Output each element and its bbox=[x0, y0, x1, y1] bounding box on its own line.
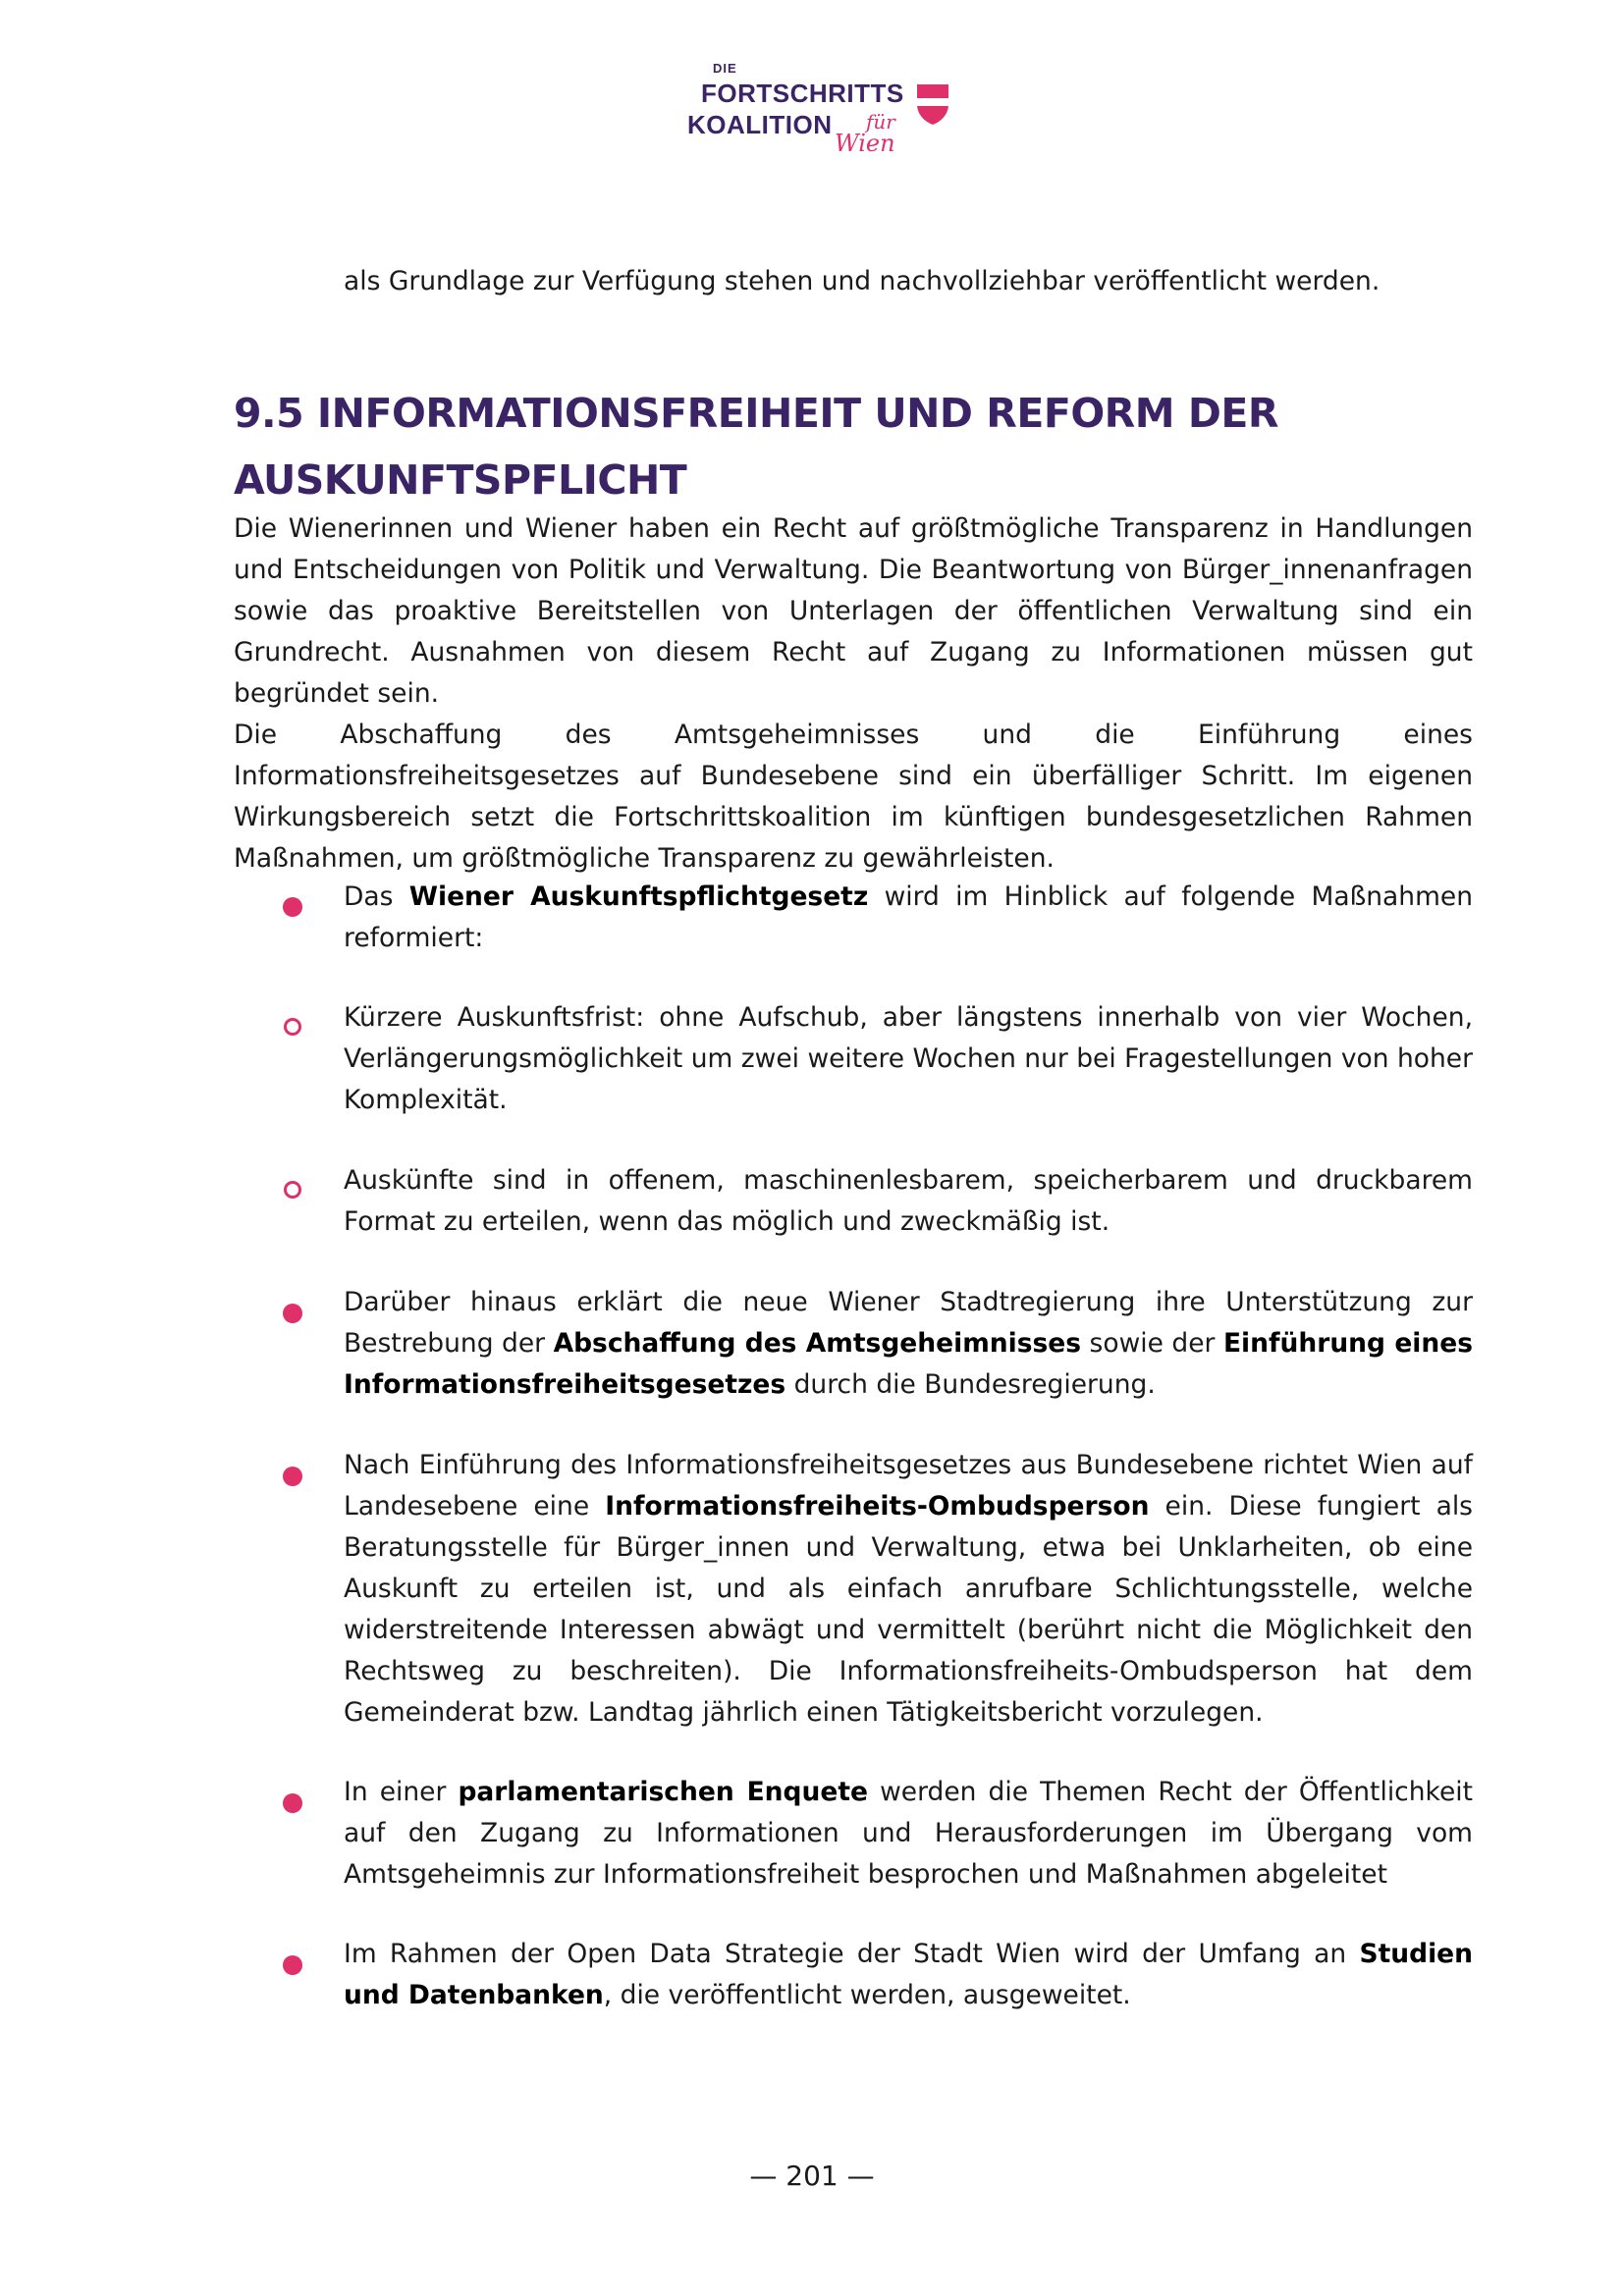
item-text: werden die Themen Recht der Öffentlichkeit auf den Zugang zu Informationen und Herausforderungen im Übergang vom Amtsgeheimnis zur Informationsfreiheit besprochen und Maßnahmen abgeleitet bbox=[344, 1777, 1474, 1890]
item-bold: Einführung eines Informationsfreiheitsgesetzes bbox=[344, 1328, 1473, 1400]
item-text: durch die Bundesregierung. bbox=[785, 1369, 1156, 1400]
logo bbox=[687, 61, 952, 169]
list-item bbox=[344, 1934, 1473, 2016]
item-text: , die veröffentlicht werden, ausgeweitet. bbox=[603, 1980, 1131, 2010]
page-number: — 201 — bbox=[749, 2160, 875, 2192]
logo-line-2: KOALITION bbox=[687, 110, 833, 139]
item-text: Auskünfte sind in offenem, maschinenlesbarem, speicherbarem und druckbarem Format zu erteilen, wenn das möglich und zweckmäßig ist. bbox=[344, 1165, 1473, 1237]
item-text: Kürzere Auskunftsfrist: ohne Aufschub, aber längstens innerhalb von vier Wochen, Verlängerungsmöglichkeit um zwei weitere Wochen nur bei Fragestellungen von hoher Komplexität. bbox=[344, 1002, 1473, 1115]
list-sub-item bbox=[344, 1160, 1473, 1243]
item-bold: Wiener Auskunftspflichtgesetz bbox=[408, 881, 869, 912]
dot-icon bbox=[283, 1304, 302, 1323]
vienna-crest-icon bbox=[915, 82, 950, 126]
item-text: Im Rahmen der Open Data Strategie der Stadt Wien wird der Umfang an bbox=[344, 1939, 1360, 1969]
item-bold: Studien und Datenbanken bbox=[344, 1939, 1473, 2010]
list-item bbox=[344, 1282, 1473, 1406]
dot-icon bbox=[283, 1955, 302, 1975]
list-item bbox=[344, 1445, 1473, 1734]
item-bold: Abschaffung des Amtsgeheimnisses bbox=[553, 1328, 1082, 1359]
item-text: Nach Einführung des Informationsfreiheitsgesetzes aus Bundesebene richtet Wien auf Landesebene eine bbox=[344, 1450, 1473, 1522]
circle-icon bbox=[284, 1181, 301, 1199]
list-item bbox=[344, 1772, 1473, 1896]
intro-paragraphs bbox=[234, 508, 1473, 880]
item-bold: parlamentarischen Enquete bbox=[458, 1777, 868, 1807]
intro-line: als Grundlage zur Verfügung stehen und nachvollziehbar veröffentlicht werden. bbox=[344, 266, 1380, 296]
logo-script-wien: Wien bbox=[835, 130, 895, 157]
dot-icon bbox=[283, 1793, 302, 1813]
logo-die: DIE bbox=[713, 61, 737, 76]
item-text: In einer bbox=[344, 1777, 459, 1807]
dot-icon bbox=[283, 897, 302, 917]
item-text: sowie der bbox=[1081, 1328, 1223, 1359]
paragraph-2: Die Abschaffung des Amtsgeheimnisses und die Einführung eines Informationsfreiheitsgesetzes auf Bundesebene sind ein überfälliger Schritt. Im eigenen Wirkungsbereich setzt die Fortschrittskoalition im künftigen bundesgesetzlichen Rahmen Maßnahmen, um größtmögliche Transparenz zu gewährleisten. bbox=[234, 720, 1473, 874]
list-sub-item bbox=[344, 997, 1473, 1121]
circle-icon bbox=[284, 1018, 301, 1036]
section-title: 9.5 INFORMATIONSFREIHEIT UND REFORM DER AUSKUNFTSPFLICHT bbox=[234, 390, 1278, 504]
item-bold: Informationsfreiheits-Ombudsperson bbox=[605, 1491, 1150, 1522]
list-item bbox=[344, 877, 1473, 959]
item-text: wird im Hinblick auf folgende Maßnahmen reformiert: bbox=[344, 881, 1474, 953]
paragraph-1: Die Wienerinnen und Wiener haben ein Recht auf größtmögliche Transparenz in Handlungen und Entscheidungen von Politik und Verwaltung. Die Beantwortung von Bürger_innenanfragen sowie das proaktive Bereitstellen von Unterlagen der öffentlichen Verwaltung sind ein Grundrecht. Ausnahmen von diesem Recht auf Zugang zu Informationen müssen gut begründet sein. bbox=[234, 513, 1473, 709]
logo-line-1: FORTSCHRITTS bbox=[701, 79, 904, 108]
logo-script-fuer: für bbox=[866, 110, 895, 133]
item-text: ein. Diese fungiert als Beratungsstelle für Bürger_innen und Verwaltung, etwa bei Unklarheiten, ob eine Auskunft zu erteilen ist, und als einfach anrufbare Schlichtungsstelle, welche widerstreitende Interessen abwägt und vermittelt (berührt nicht die Möglichkeit den Rechtsweg zu beschreiten). Die Informationsfreiheits-Ombudsperson hat dem Gemeinderat bzw. Landtag jährlich einen Tätigkeitsbericht vorzulegen. bbox=[344, 1491, 1473, 1728]
item-text: Das bbox=[344, 881, 409, 912]
item-text: Darüber hinaus erklärt die neue Wiener Stadtregierung ihre Unterstützung zur Bestrebung der bbox=[344, 1287, 1473, 1359]
dot-icon bbox=[283, 1467, 302, 1486]
